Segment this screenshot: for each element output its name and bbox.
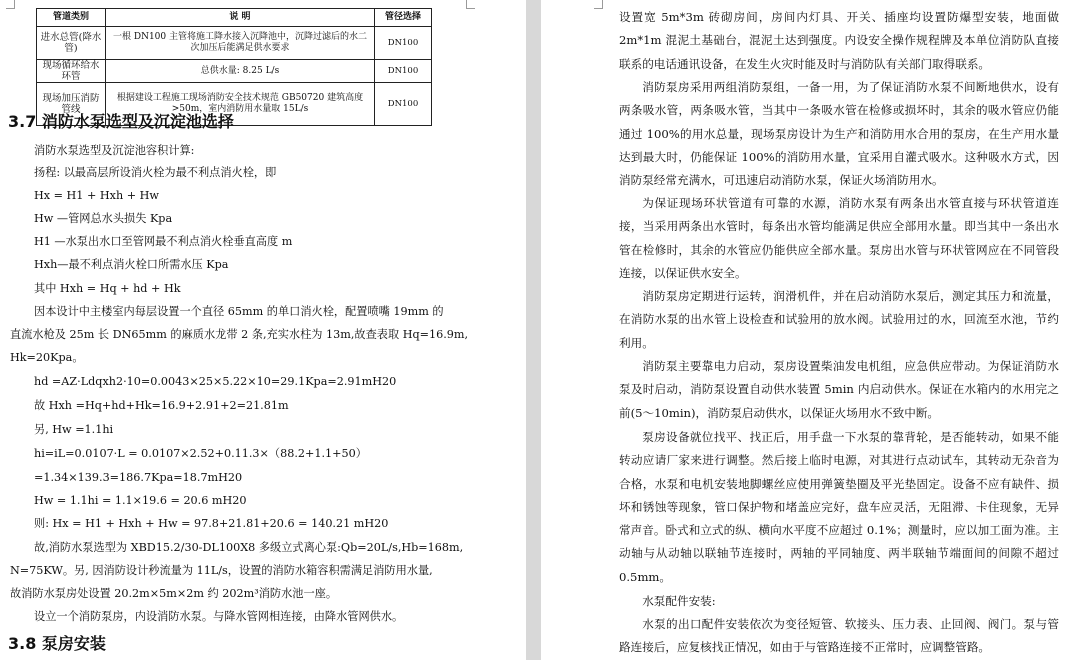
document-page-right <box>541 0 1080 660</box>
formula-line: 故 Hxh =Hq+hd+Hk=16.9+2.91+2=21.81m <box>34 399 289 412</box>
body-line: N=75KW。另, 因消防设计秒流量为 11L/s，设置的消防水箱容积需满足消防用水量, <box>10 564 433 577</box>
table-cell: 进水总管(降水管) <box>37 27 106 60</box>
section-heading-3-8: 3.8 泵房安装 <box>8 634 106 653</box>
formula-line: Hxh—最不利点消火栓口所需水压 Kpa <box>34 258 229 271</box>
table-cell: 现场循环给水环管 <box>37 60 106 83</box>
body-line: 故消防水泵房处设置 20.2m×5m×2m 约 202m³消防水池一座。 <box>10 587 338 600</box>
formula-line: 则: Hx = H1 + Hxh + Hw = 97.8+21.81+20.6 = 140.21 mH20 <box>34 517 389 530</box>
paragraph: 泵房设备就位找平、找正后，用手盘一下水泵的靠背轮，是否能转动，如果不能转动应请厂家来进行调整。然后接上临时电源，对其进行点动试车，其转动无杂音为合格，水泵和电机安装地脚螺丝应使用弹簧垫圈及平光垫固定。设备不应有缺件、损坏和锈蚀等现象，管口保护物和堵盖应完好，盘车应灵活，无阻滞、卡住现象，无异常声音。卧式和立式的纵、横向水平度不应超过 0.1%；测量时，应以加工面为准。主动轴与从动轴以联轴节连接时，两轴的平同轴度、两半联轴节端面间的间隙不超过 0.5mm。 <box>619 430 1059 584</box>
formula-line: 另, Hw =1.1hi <box>34 423 114 436</box>
paragraph: 为保证现场环状管道有可靠的水源，消防水泵有两条出水管直接与环状管道连接，当采用两条出水管时，每条出水管均能满足供应全部用水量。即当其中一条出水管在检修时，其余的水管应仍能供应全部水量。泵房出水管与环状管网应在不同管段连接，以保证供水安全。 <box>619 196 1059 280</box>
formula-line: Hw = 1.1hi = 1.1×19.6 = 20.6 mH20 <box>34 494 247 507</box>
page-corner-mark <box>594 0 603 9</box>
table-cell: 现场加压消防管线 <box>37 83 106 126</box>
page-corner-mark <box>466 0 475 9</box>
table-cell: DN100 <box>375 27 432 60</box>
table-cell: 总供水量: 8.25 L/s <box>106 60 375 83</box>
paragraph: 消防泵房定期进行运转，润滑机件，并在启动消防水泵后，测定其压力和流量，在消防水泵的出水管上设检查和试验用的放水阀。试验用过的水，回流至水池，节约利用。 <box>619 289 1059 350</box>
body-line: 扬程: 以最高层所设消火栓为最不利点消火栓，即 <box>34 166 277 179</box>
formula-line: =1.34×139.3=186.7Kpa=18.7mH20 <box>34 471 243 484</box>
body-line: 故,消防水泵选型为 XBD15.2/30-DL100X8 多级立式离心泵:Qb=20L/s,Hb=168m, <box>34 541 464 554</box>
pipe-spec-table <box>36 8 432 126</box>
body-line: 直流水枪及 25m 长 DN65mm 的麻质水龙带 2 条,充实水柱为 13m,故查表取 Hq=16.9m, <box>10 328 469 341</box>
formula-line: Hw —管网总水头损失 Kpa <box>34 212 173 225</box>
page-corner-mark <box>6 0 15 9</box>
table-row <box>37 60 432 83</box>
table-cell: DN100 <box>375 83 432 126</box>
formula-line: Hx = H1 + Hxh + Hw <box>34 189 160 202</box>
body-line: 设立一个消防泵房，内设消防水泵。与降水管网相连接，由降水管网供水。 <box>34 610 404 623</box>
paragraph: 设置宽 5m*3m 砖砌房间，房间内灯具、开关、插座均设置防爆型安装，地面做 2m*1m 混泥土基础台，混泥土达到强度。内设安全操作规程牌及本单位消防队直接联系的电话通讯设备，在发生火灾时能及时与消防队有关部门取得联系。 <box>619 10 1059 71</box>
table-header-cell: 说 明 <box>106 9 375 27</box>
paragraph: 消防泵主要靠电力启动，泵房设置柴油发电机组，应急供应带动。为保证消防水泵及时启动，消防泵设置自动供水装置 5min 内启动供水。保证在水箱内的水用完之前(5～10min)，消防泵启动供水，以保证火场用水不致中断。 <box>619 359 1059 420</box>
table-header-row <box>37 9 432 27</box>
table-cell: 一根 DN100 主管将施工降水接入沉降池中，沉降过滤后的水二次加压后能满足供水要求 <box>106 27 375 60</box>
table-row <box>37 27 432 60</box>
table-header-cell: 管道类别 <box>37 9 106 27</box>
formula-line: 其中 Hxh = Hq + hd + Hk <box>34 282 181 295</box>
formula-line: H1 —水泵出水口至管网最不利点消火栓垂直高度 m <box>34 235 293 248</box>
table-header-cell: 管径选择 <box>375 9 432 27</box>
page-gutter <box>526 0 541 660</box>
formula-line: hd =AZ·Ldqxh2·10=0.0043×25×5.22×10=29.1Kpa=2.91mH20 <box>34 375 397 388</box>
subheading-line: 水泵配件安装: <box>642 594 716 608</box>
paragraph: 消防泵房采用两组消防泵组，一备一用，为了保证消防水泵不间断地供水，设有两条吸水管，两条吸水管，当其中一条吸水管在检修或损坏时，其余的吸水管应仍能通过 100%的用水总量，现场泵房设计为生产和消防用水合用的泵房，在生产用水量达到最大时，仍能保证 100%的消防用水量，宜采用自灌式吸水。这种吸水方式，因消防泵经常充满水，可迅速启动消防水泵，保证火场消防用水。 <box>619 80 1059 188</box>
paragraph: 水泵的出口配件安装依次为变径短管、软接头、压力表、止回阀、阀门。泵与管路连接后，应复核找正情况，如由于与管路连接不正常时，应调整管路。 <box>619 617 1059 655</box>
document-page-left <box>0 0 526 660</box>
body-line: Hk=20Kpa。 <box>10 351 84 364</box>
table-cell: DN100 <box>375 60 432 83</box>
body-line: 消防水泵选型及沉淀池容积计算: <box>34 144 195 157</box>
body-line: 因本设计中主楼室内每层设置一个直径 65mm 的单口消火栓，配置喷嘴 19mm 的 <box>34 305 444 318</box>
formula-line: hi=iL=0.0107·L = 0.0107×2.52+0.11.3×（88.2+1.1+50） <box>34 447 367 460</box>
table-cell: 根据建设工程施工现场消防安全技术规范 GB50720 建筑高度>50m，室内消防用水量取 15L/s <box>106 83 375 126</box>
section-heading-3-7: 3.7 消防水泵选型及沉淀池选择 <box>8 112 234 131</box>
